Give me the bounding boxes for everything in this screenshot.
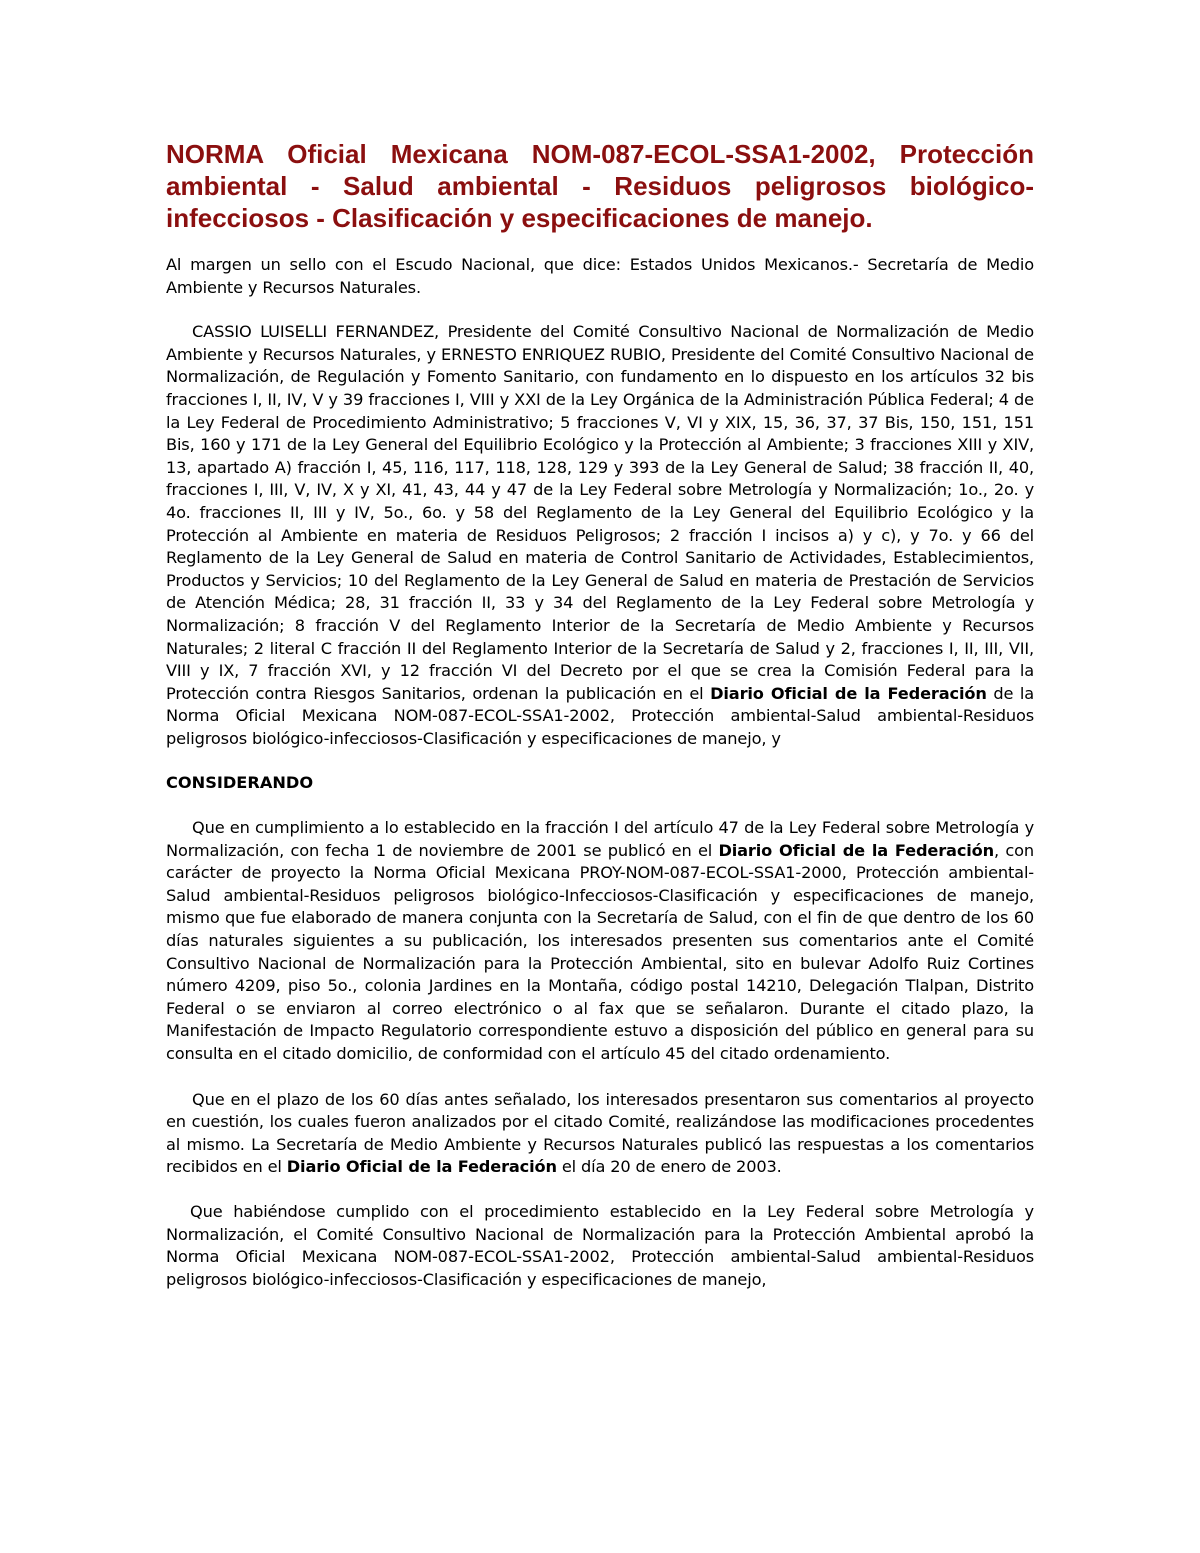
considerando-heading: CONSIDERANDO — [166, 773, 314, 793]
considerando-2-text-1: Que en el plazo de los 60 días antes señalado, los interesados presentaron sus comentarios al proyecto en cuestión, los cuales fueron analizados por el citado Comité, realizándose las modificaciones procedentes al mismo. La Secretaría de Medio Ambiente y Recursos Naturales publicó las respuestas a los comentarios recibidos en el — [166, 1089, 1034, 1177]
considerando-2-bold-diario: Diario Oficial de la Federación — [286, 1157, 557, 1177]
preamble-bold-diario: Diario Oficial de la Federación — [710, 683, 987, 703]
margin-note: Al margen un sello con el Escudo Nacional, que dice: Estados Unidos Mexicanos.- Secretaría de Medio Ambiente y Recursos Naturales. — [166, 255, 1034, 297]
considerando-paragraph-2 — [166, 1089, 1034, 1179]
considerando-paragraph-3 — [166, 1201, 1034, 1291]
document-page — [166, 138, 1034, 1291]
considerando-1-text-2: , con carácter de proyecto la Norma Oficial Mexicana PROY-NOM-087-ECOL-SSA1-2000, Protección ambiental- Salud ambiental-Residuos peligrosos biológico-Infecciosos-Clasificación y especificaciones de manejo, mismo que fue elaborado de manera conjunta con la Secretaría de Salud, con el fin de que dentro de los 60 días naturales siguientes a su publicación, los interesados presenten sus comentarios ante el Comité Consultivo Nacional de Normalización para la Protección Ambiental, sito en bulevar Adolfo Ruiz Cortines número 4209, piso 5o., colonia Jardines en la Montaña, código postal 14210, Delegación Tlalpan, Distrito Federal o se enviaron al correo electrónico o al fax que se señalaron. Durante el citado plazo, la Manifestación de Impacto Regulatorio correspondiente estuvo a disposición del público en general para su consulta en el citado domicilio, de conformidad con el artículo 45 del citado ordenamiento. — [166, 840, 1034, 1063]
preamble-paragraph — [166, 321, 1034, 750]
considerando-paragraph-1 — [166, 817, 1034, 1066]
considerando-3-text-1: Que habiéndose cumplido con el procedimiento establecido en la Ley Federal sobre Metrología y Normalización, el Comité Consultivo Nacional de Normalización para la Protección Ambiental aprobó la Norma Oficial Mexicana NOM-087-ECOL-SSA1-2002, Protección ambiental-Salud ambiental-Residuos peligrosos biológico-infecciosos-Clasificación y especificaciones de manejo, — [166, 1201, 1034, 1289]
considerando-2-text-2: el día 20 de enero de 2003. — [556, 1157, 782, 1177]
considerando-1-bold-diario: Diario Oficial de la Federación — [718, 840, 995, 860]
preamble-text-1: CASSIO LUISELLI FERNANDEZ, Presidente del Comité Consultivo Nacional de Normalización de Medio Ambiente y Recursos Naturales, y ERNESTO ENRIQUEZ RUBIO, Presidente del Comité Consultivo Nacional de Normalización, de Regulación y Fomento Sanitario, con fundamento en lo dispuesto en los artículos 32 bis fracciones I, II, IV, V y 39 fracciones I, VIII y XXI de la Ley Orgánica de la Administración Pública Federal; 4 de la Ley Federal de Procedimiento Administrativo; 5 fracciones V, VI y XIX, 15, 36, 37, 37 Bis, 150, 151, 151 Bis, 160 y 171 de la Ley General del Equilibrio Ecológico y la Protección al Ambiente; 3 fracciones XIII y XIV, 13, apartado A) fracción I, 45, 116, 117, 118, 128, 129 y 393 de la Ley General de Salud; 38 fracción II, 40, fracciones I, III, V, IV, X y XI, 41, 43, 44 y 47 de la Ley Federal sobre Metrología y Normalización; 1o., 2o. y 4o. fracciones II, III y IV, 5o., 6o. y 58 del Reglamento de la Ley General del Equilibrio Ecológico y la Protección al Ambiente en materia de Residuos Peligrosos; 2 fracción I incisos a) y c), y 7o. y 66 del Reglamento de la Ley General de Salud en materia de Control Sanitario de Actividades, Establecimientos, Productos y Servicios; 10 del Reglamento de la Ley General de Salud en materia de Prestación de Servicios de Atención Médica; 28, 31 fracción II, 33 y 34 del Reglamento de la Ley Federal sobre Metrología y Normalización; 8 fracción V del Reglamento Interior de la Secretaría de Medio Ambiente y Recursos Naturales; 2 literal C fracción II del Reglamento Interior de la Secretaría de Salud y 2, fracciones I, II, III, VII, VIII y IX, 7 fracción XVI, y 12 fracción VI del Decreto por el que se crea la Comisión Federal para la Protección contra Riesgos Sanitarios, ordenan la publicación en el — [166, 322, 1034, 703]
considerando-1-text-1: Que en cumplimiento a lo establecido en la fracción I del artículo 47 de la Ley Federal sobre Metrología y Normalización, con fecha 1 de noviembre de 2001 se publicó en el — [166, 818, 1034, 860]
preamble-text-2: de la Norma Oficial Mexicana NOM-087-ECOL-SSA1-2002, Protección ambiental-Salud ambiental-Residuos peligrosos biológico-infecciosos-Clasificación y especificaciones de manejo, y — [166, 683, 1034, 748]
document-title: NORMA Oficial Mexicana NOM-087-ECOL-SSA1-2002, Protección ambiental - Salud ambiental - Residuos peligrosos biológico-infecciosos - Clasificación y especificaciones de manejo. — [166, 139, 1034, 233]
